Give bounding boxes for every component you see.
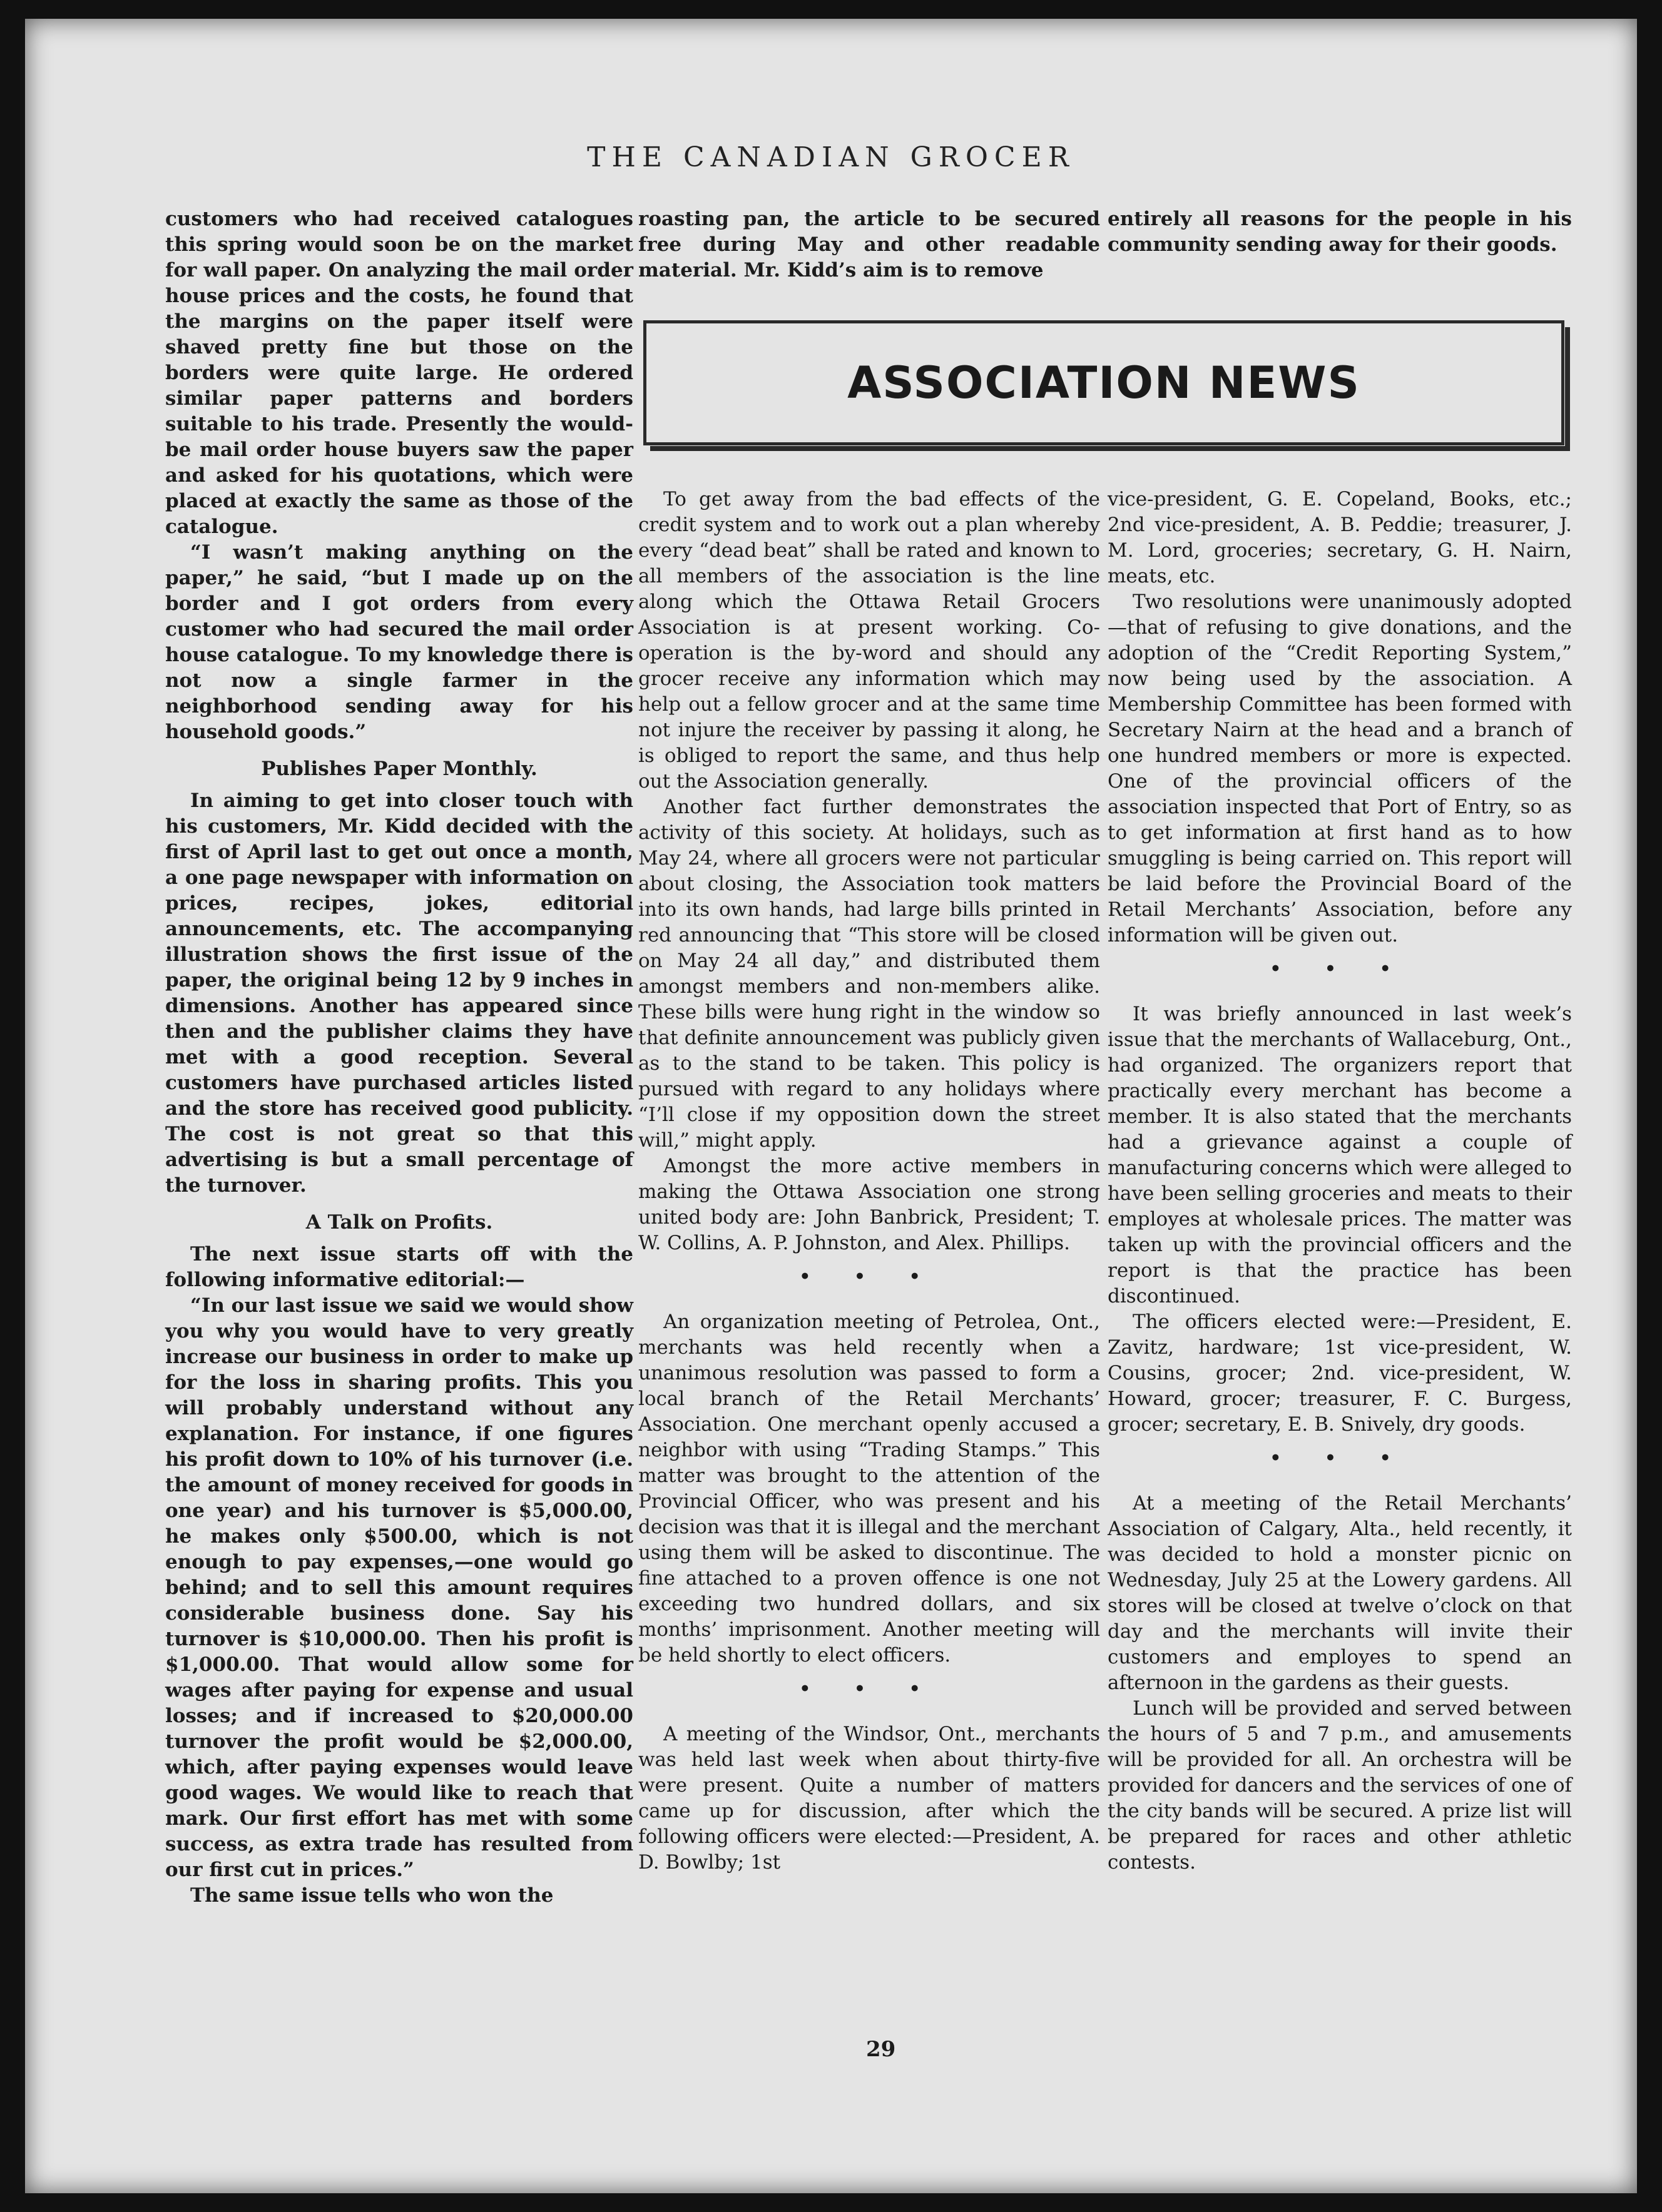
separator-dots: • • • [1270, 1448, 1410, 1468]
paragraph: The next issue starts off with the following informative editorial:— [165, 1243, 633, 1291]
paragraph: The same issue tells who won the [190, 1884, 554, 1907]
paragraph: Two resolutions were unanimously adopted—that of refusing to give donations, and the adoption of the “Credit Reporting System,” now being used by the association. A Membership Committee has been formed with Secretary Nairn at the head and a branch of one hundred members or more is expected. One of the provincial officers of the association inspected that Port of Entry, so as to get information at first hand as to how smuggling is being carried on. This report will be laid before the Provincial Board of the Retail Merchants’ Association, before any information will be given out. [1108, 591, 1572, 946]
paragraph: In aiming to get into closer touch with his customers, Mr. Kidd decided with the first of April last to get out once a month, a one page newspaper with information on prices, recipes, jokes, editorial announcements, etc. The accompanying illustration shows the first issue of the paper, the original being 12 by 9 inches in dimensions. Another has appeared since then and the publisher claims they have met with a good reception. Several customers have purchased articles listed and the store has received good publicity. The cost is not great so that this advertising is but a small percentage of the turnover. [165, 789, 633, 1197]
association-news-banner: ASSOCIATION NEWS [643, 320, 1564, 445]
paragraph: At a meeting of the Retail Merchants’ Association of Calgary, Alta., held recently, it was decided to hold a monster picnic on Wednesday, July 25 at the Lowery gardens. All stores will be closed at twelve o’clock on that day and the merchants will invite their customers and employes to spend an afternoon in the gardens as their guests. [1108, 1492, 1572, 1694]
column-middle [638, 487, 1100, 1875]
column-left [165, 206, 633, 1909]
paragraph: An organization meeting of Petrolea, Ont., merchants was held recently when a unanimous resolution was passed to form a local branch of the Retail Merchants’ Association. One merchant openly accused a neighbor with using “Trading Stamps.” This matter was brought to the attention of the Provincial Officer, who was present and his decision was that it is illegal and the merchant using them will be asked to discontinue. The fine attached to a proven offence is one not exceeding two hundred dollars, and six months’ imprisonment. Another meeting will be held shortly to elect officers. [638, 1311, 1100, 1667]
paragraph: roasting pan, the article to be secured free during May and other readable material. Mr. Kidd’s aim is to remove [638, 208, 1100, 282]
paragraph: The officers elected were:—President, E. Zavitz, hardware; 1st vice-president, W. Cousins, grocer; 2nd. vice-president, W. Howard, grocer; treasurer, F. C. Burgess, grocer; secretary, E. B. Snively, dry goods. [1108, 1311, 1572, 1436]
paragraph: Lunch will be provided and served between the hours of 5 and 7 p.m., and amusements will be provided for all. An orchestra will be provided for dancers and the services of one of the city bands will be secured. A prize list will be prepared for races and other athletic contests. [1108, 1697, 1572, 1874]
paragraph: vice-president, G. E. Copeland, Books, etc.; 2nd vice-president, A. B. Peddie; treasurer, J. M. Lord, groceries; secretary, G. H. Nairn, meats, etc. [1108, 488, 1572, 587]
paragraph: customers who had received catalogues this spring would soon be on the market for wall paper. On analyzing the mail order house prices and the costs, he found that the margins on the paper itself were shaved pretty fine but those on the borders were quite large. He ordered similar paper patterns and borders suitable to his trade. Presently the would-be mail order house buyers saw the paper and asked for his quotations, which were placed at exactly the same as those of the catalogue. [165, 208, 633, 538]
paragraph: “I wasn’t making anything on the paper,” he said, “but I made up on the border and I got orders from every customer who had secured the mail order house catalogue. To my knowledge there is not now a single farmer in the neighborhood sending away for his household goods.” [165, 541, 633, 743]
paragraph: A meeting of the Windsor, Ont., merchants was held last week when about thirty-five were present. Quite a number of matters came up for discussion, after which the following officers were elected:—President, A. D. Bowlby; 1st [638, 1723, 1100, 1874]
page [25, 19, 1637, 2193]
paragraph: It was briefly announced in last week’s issue that the merchants of Wallaceburg, Ont., had organized. The organizers report that practically every merchant has become a member. It is also stated that the merchants had a grievance against a couple of manufacturing concerns which were alleged to have been selling groceries and meats to their employes at wholesale prices. The matter was taken up with the provincial officers and the report is that the practice has been discontinued. [1108, 1003, 1572, 1307]
separator-dots: • • • [799, 1266, 939, 1287]
column-right [1108, 487, 1572, 1875]
paragraph: Another fact further demonstrates the activity of this society. At holidays, such as May 24, where all grocers were not particular about closing, the Association took matters into its own hands, had large bills printed in red announcing that “This store will be closed on May 24 all day,” and distributed them amongst members and non-members alike. These bills were hung right in the window so that definite announcement was publicly given as to the stand to be taken. This policy is pursued with regard to any holidays where “I’ll close if my opposition down the street will,” might apply. [638, 796, 1100, 1152]
separator-dots: • • • [1270, 958, 1410, 979]
paragraph: To get away from the bad effects of the credit system and to work out a plan whereby every “dead beat” shall be rated and known to all members of the association is the line along which the Ottawa Retail Grocers Association is at present working. Co-operation is the by-word and should any grocer receive any information which may help out a fellow grocer and at the same time not injure the receiver by passing it along, he is obliged to report the same, and thus help out the Association generally. [638, 488, 1100, 793]
section-heading: A Talk on Profits. [305, 1211, 493, 1234]
running-header: THE CANADIAN GROCER [587, 141, 1075, 173]
paragraph: entirely all reasons for the people in his community sending away for their goods. [1108, 208, 1572, 256]
column-middle-top [638, 206, 1100, 283]
separator-dots: • • • [799, 1678, 939, 1699]
paragraph: Amongst the more active members in making the Ottawa Association one strong united body are: John Banbrick, President; T. W. Collins, A. P. Johnston, and Alex. Phillips. [638, 1155, 1100, 1254]
section-heading: Publishes Paper Monthly. [261, 758, 538, 780]
column-right-top [1108, 206, 1572, 258]
page-number: 29 [866, 2037, 896, 2062]
paragraph: “In our last issue we said we would show you why you would have to very greatly increase our business in order to make up for the loss in sharing profits. This you will probably understand without any explanation. For instance, if one figures his profit down to 10% of his turnover (i.e. the amount of money received for goods in one year) and his turnover is $5,000.00, he makes only $500.00, which is not enough to pay expenses,—one would go behind; and to sell this amount requires considerable business done. Say his turnover is $10,000.00. Then his profit is $1,000.00. That would allow some for wages after paying for expense and usual losses; and if increased to $20,000.00 turnover the profit would be $2,000.00, which, after paying expenses would leave good wages. We would like to reach that mark. Our first effort has met with some success, as extra trade has resulted from our first cut in prices.” [165, 1294, 633, 1881]
